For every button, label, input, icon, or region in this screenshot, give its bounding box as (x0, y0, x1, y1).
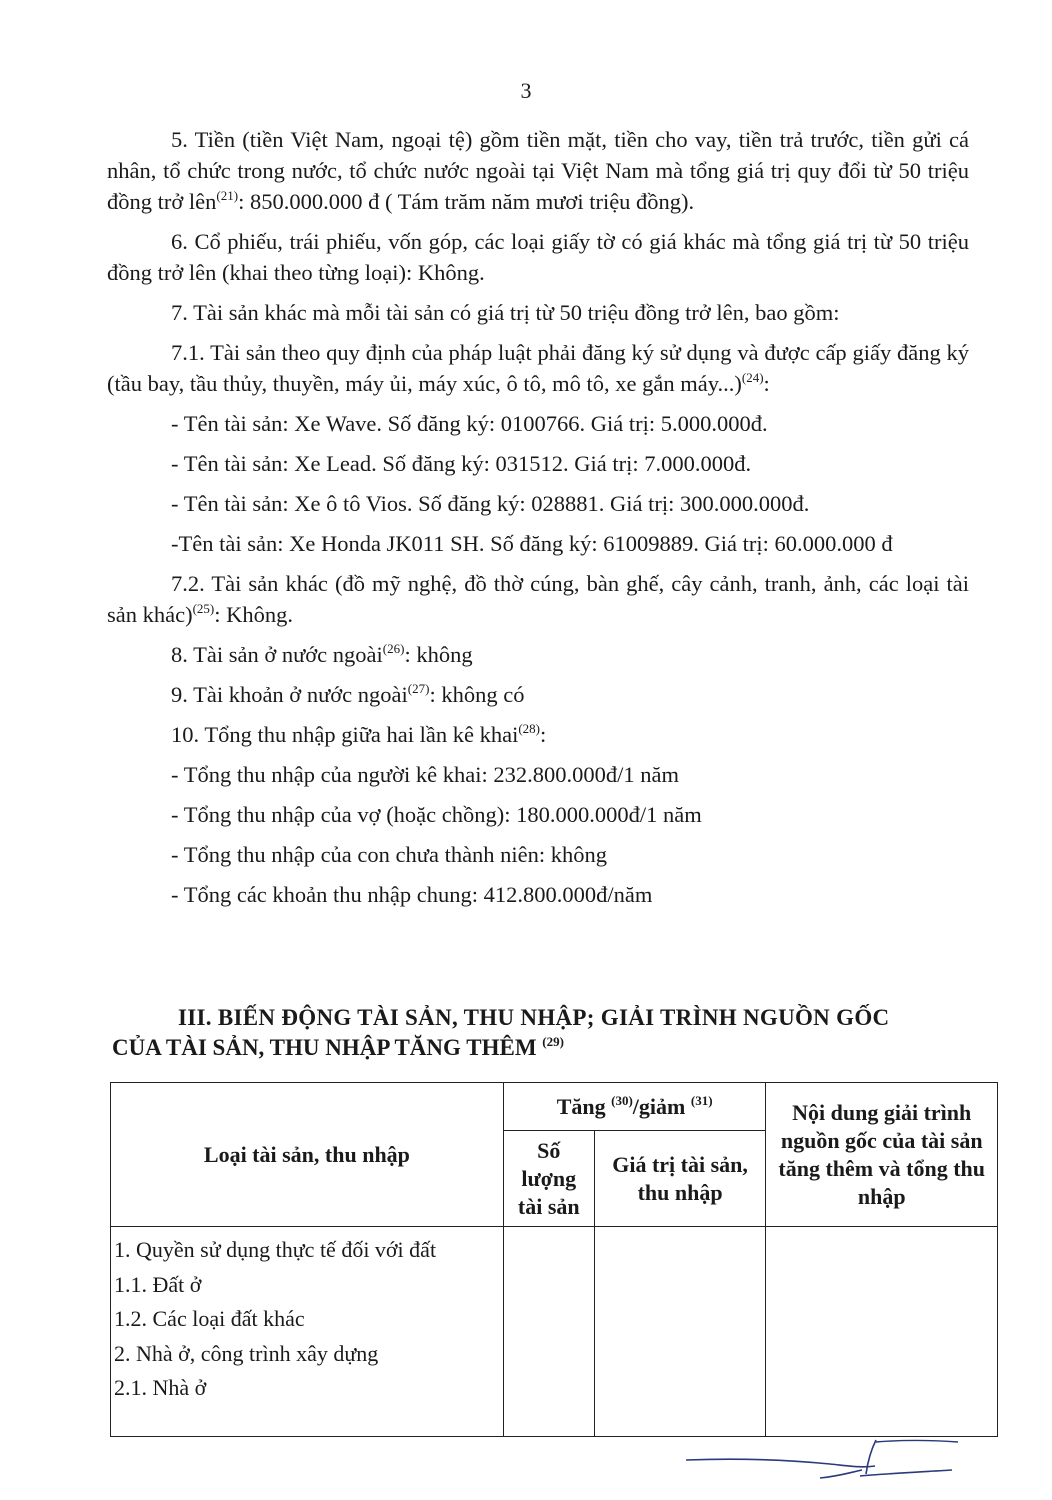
page-number: 3 (520, 78, 532, 103)
paragraph-foreign-assets: 8. Tài sản ở nước ngoài$^{(26)}$: không (171, 641, 473, 667)
table-row: 2.1. Nhà ở (114, 1375, 207, 1400)
paragraph-other-assets: 7. Tài sản khác mà mỗi tài sản có giá trị từ 50 triệu đồng trở lên, bao gồm: (171, 300, 840, 325)
explanation-cell (766, 1227, 998, 1437)
table-row: 1.2. Các loại đất khác (114, 1306, 305, 1331)
value-cell (594, 1227, 766, 1437)
paragraph-total-income: 10. Tổng thu nhập giữa hai lần kê khai$^{(28)}$: (171, 721, 547, 747)
income-item: - Tổng thu nhập của người kê khai: 232.800.000đ/1 năm (171, 762, 679, 787)
header-value: Giá trị tài sản, thu nhập (594, 1131, 766, 1227)
table-row: 1.1. Đất ở (114, 1271, 202, 1297)
paragraph-cash: 5. Tiền (tiền Việt Nam, ngoại tệ) gồm tiền mặt, tiền cho vay, tiền trả trước, tiền gửi cá nhân, tổ chức trong nước, tổ chức nước ngoài tại Việt Nam mà tổng giá trị quy đổi từ 50 triệu đồng trở lên$^{(21)}$: 850.000.000 đ ( Tám trăm năm mươi triệu đồng). (107, 127, 969, 214)
table-row: 2. Nhà ở, công trình xây dựng (114, 1340, 379, 1366)
vehicle-item: - Tên tài sản: Xe ô tô Vios. Số đăng ký: 028881. Giá trị: 300.000.000đ. (171, 491, 810, 516)
header-increase-decrease: Tăng $^{(30)}$/giảm $^{(31)}$ (503, 1083, 766, 1131)
paragraph-shares: 6. Cổ phiếu, trái phiếu, vốn góp, các loại giấy tờ có giá khác mà tổng giá trị từ 50 triệu đồng trở lên (khai theo từng loại): Không. (107, 229, 969, 285)
section-heading: III. BIẾN ĐỘNG TÀI SẢN, THU NHẬP; GIẢI TRÌNH NGUỒN GỐC CỦA TÀI SẢN, THU NHẬP TĂNG THÊM $^{(29)}$ (112, 1005, 890, 1060)
paragraph-misc-assets: 7.2. Tài sản khác (đồ mỹ nghệ, đồ thờ cúng, bàn ghế, cây cảnh, tranh, ảnh, các loại tài sản khác)$^{(25)}$: Không. (107, 571, 969, 627)
vehicle-item: -Tên tài sản: Xe Honda JK011 SH. Số đăng ký: 61009889. Giá trị: 60.000.000 đ (171, 531, 893, 556)
quantity-cell (503, 1227, 594, 1437)
document-body (107, 124, 969, 919)
header-asset-type: Loại tài sản, thu nhập (111, 1083, 504, 1227)
paragraph-foreign-accounts: 9. Tài khoản ở nước ngoài$^{(27)}$: không có (171, 681, 525, 707)
income-item: - Tổng thu nhập của vợ (hoặc chồng): 180.000.000đ/1 năm (171, 802, 702, 827)
header-explanation: Nội dung giải trình nguồn gốc của tài sản tăng thêm và tổng thu nhập (766, 1083, 998, 1227)
vehicle-item: - Tên tài sản: Xe Wave. Số đăng ký: 0100766. Giá trị: 5.000.000đ. (171, 411, 768, 436)
income-item: - Tổng thu nhập của con chưa thành niên: không (171, 842, 608, 867)
signature-mark (680, 1420, 970, 1490)
header-quantity: Số lượng tài sản (503, 1131, 594, 1227)
asset-type-rows (111, 1227, 504, 1437)
income-item: - Tổng các khoản thu nhập chung: 412.800.000đ/năm (171, 882, 653, 907)
asset-change-table (110, 1082, 998, 1437)
table-row: 1. Quyền sử dụng thực tế đối với đất (114, 1237, 437, 1262)
paragraph-registered-assets: 7.1. Tài sản theo quy định của pháp luật phải đăng ký sử dụng và được cấp giấy đăng ký (tầu bay, tầu thủy, thuyền, máy ủi, máy xúc, ô tô, mô tô, xe gắn máy...)$^{(24)}$: (107, 340, 969, 396)
vehicle-item: - Tên tài sản: Xe Lead. Số đăng ký: 031512. Giá trị: 7.000.000đ. (171, 451, 752, 476)
